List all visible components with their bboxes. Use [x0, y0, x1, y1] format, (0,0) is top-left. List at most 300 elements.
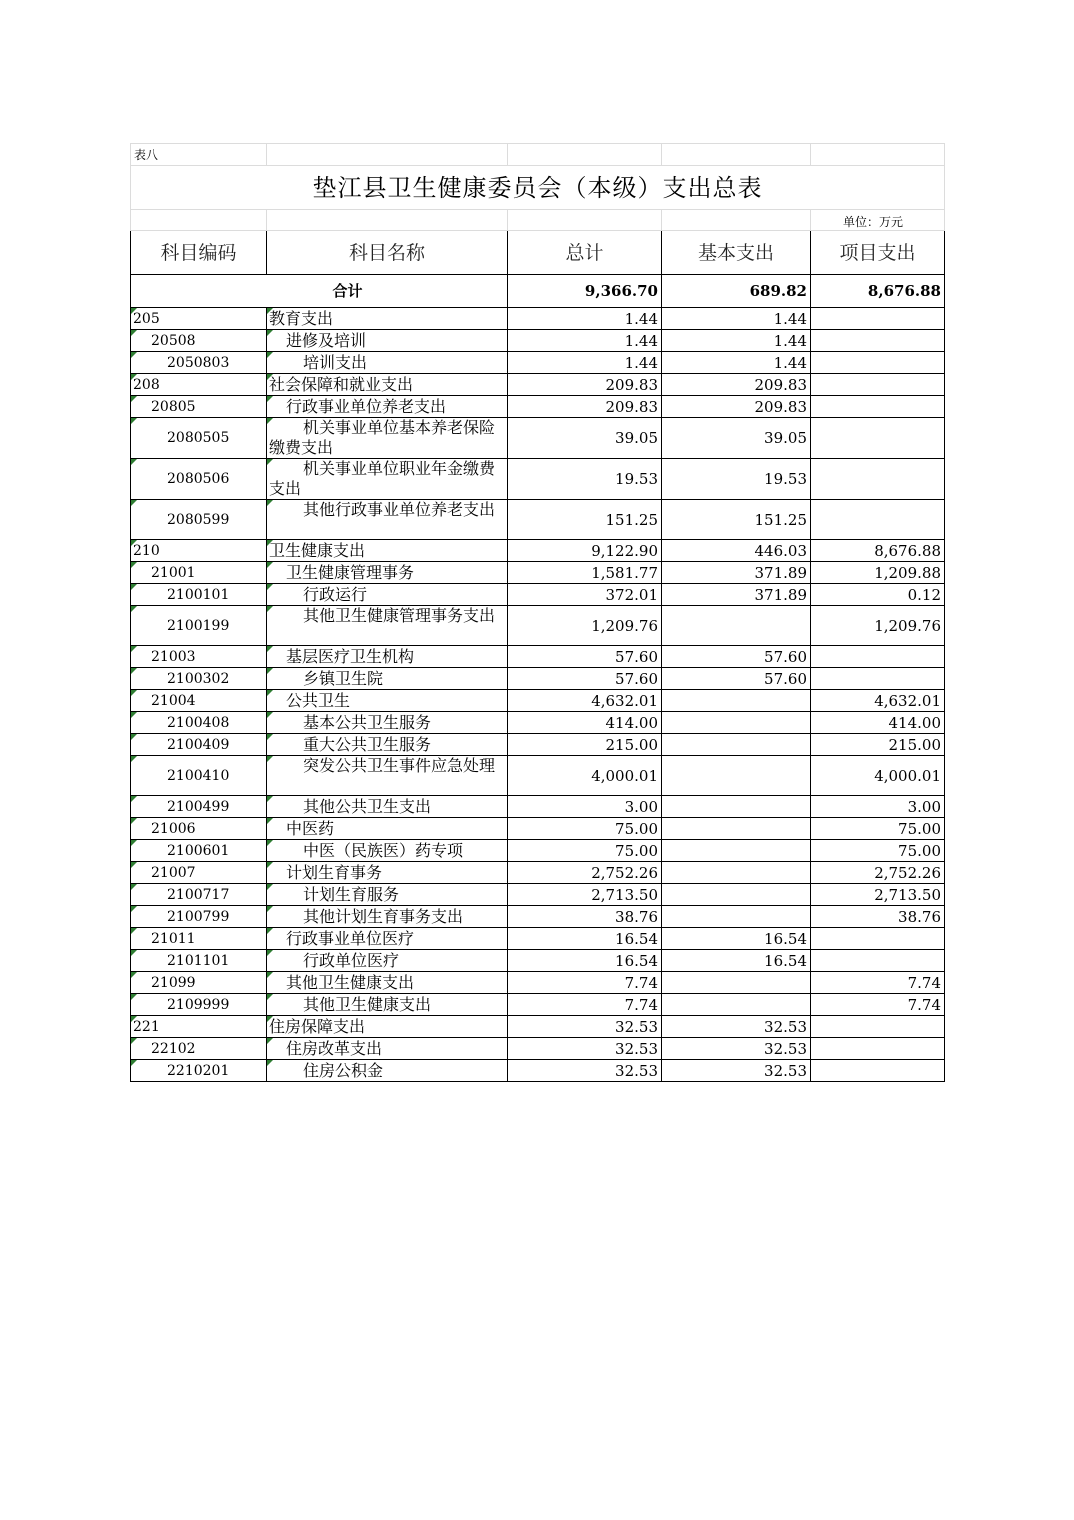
cell-project — [811, 906, 945, 928]
cell-basic — [662, 1060, 811, 1082]
cell-name — [267, 540, 508, 562]
cell-name — [267, 668, 508, 690]
unit-row — [131, 210, 945, 231]
cell-project-text: 75.00 — [898, 819, 941, 838]
cell-code-text: 2100199 — [167, 617, 230, 634]
text-number-marker — [267, 1060, 273, 1066]
cell-code — [131, 906, 267, 928]
cell-project — [811, 972, 945, 994]
cell-total — [508, 374, 662, 396]
table-row — [131, 906, 945, 928]
cell-code-text: 20508 — [151, 332, 196, 349]
header-basic: 基本支出 — [662, 231, 811, 275]
text-number-marker — [131, 1038, 137, 1044]
cell-total — [508, 994, 662, 1016]
cell-total-text: 32.53 — [615, 1039, 658, 1058]
cell-code-text: 2100302 — [167, 670, 230, 687]
cell-basic-text: 19.53 — [764, 470, 807, 488]
cell-basic — [662, 562, 811, 584]
cell-name-text: 行政运行 — [303, 584, 368, 604]
cell-code-text: 221 — [133, 1018, 160, 1035]
cell-code-text: 22102 — [151, 1040, 196, 1057]
cell-code-text: 2100499 — [167, 798, 230, 815]
cell-total-text: 1.44 — [624, 331, 658, 350]
cell-total — [508, 562, 662, 584]
text-number-marker — [267, 562, 273, 568]
cell-basic — [662, 1016, 811, 1038]
cell-name — [267, 352, 508, 374]
cell-name-text: 乡镇卫生院 — [303, 668, 384, 688]
cell-basic — [662, 396, 811, 418]
cell-code-text: 2080505 — [167, 430, 230, 446]
cell-code-text: 210 — [133, 542, 160, 559]
cell-project-text: 38.76 — [898, 907, 941, 926]
cell-code — [131, 374, 267, 396]
cell-project — [811, 712, 945, 734]
cell-basic — [662, 308, 811, 330]
cell-code — [131, 352, 267, 374]
cell-basic-text: 32.53 — [764, 1017, 807, 1036]
cell-name — [267, 562, 508, 584]
text-number-marker — [131, 459, 137, 465]
cell-name-text: 教育支出 — [269, 308, 334, 328]
cell-name-text: 住房公积金 — [303, 1060, 384, 1080]
text-number-marker — [131, 734, 137, 740]
cell-total — [508, 840, 662, 862]
cell-name-text: 培训支出 — [303, 352, 368, 372]
cell-name-text: 重大公共卫生服务 — [303, 734, 432, 754]
cell-total — [508, 500, 662, 540]
text-number-marker — [131, 690, 137, 696]
cell-name-text: 计划生育事务 — [286, 862, 383, 882]
text-number-marker — [131, 352, 137, 358]
cell-name — [267, 840, 508, 862]
text-number-marker — [267, 459, 273, 465]
cell-code — [131, 668, 267, 690]
total-row — [131, 275, 945, 308]
cell-code — [131, 1016, 267, 1038]
cell-total-text: 75.00 — [615, 819, 658, 838]
cell-code-text: 2100601 — [167, 842, 230, 859]
cell-basic-text: 32.53 — [764, 1061, 807, 1080]
cell-name — [267, 862, 508, 884]
cell-project — [811, 308, 945, 330]
cell-name — [267, 972, 508, 994]
text-number-marker — [267, 884, 273, 890]
table-row — [131, 950, 945, 972]
text-number-marker — [131, 606, 137, 612]
cell-name-text: 基层医疗卫生机构 — [286, 646, 415, 666]
cell-total-text: 209.83 — [605, 397, 658, 416]
cell-code-text: 21003 — [151, 648, 196, 665]
cell-basic — [662, 994, 811, 1016]
cell-name-text: 其他卫生健康支出 — [303, 994, 432, 1014]
cell-name — [267, 584, 508, 606]
cell-basic-text: 16.54 — [764, 951, 807, 970]
cell-basic-text: 32.53 — [764, 1039, 807, 1058]
text-number-marker — [131, 418, 137, 424]
cell-name — [267, 646, 508, 668]
text-number-marker — [267, 972, 273, 978]
cell-basic — [662, 418, 811, 459]
cell-total — [508, 646, 662, 668]
table-row — [131, 818, 945, 840]
cell-total — [508, 330, 662, 352]
cell-name — [267, 500, 508, 540]
text-number-marker — [267, 928, 273, 934]
cell-code-text: 2080599 — [167, 511, 230, 528]
text-number-marker — [131, 330, 137, 336]
text-number-marker — [131, 584, 137, 590]
cell-basic — [662, 884, 811, 906]
cell-name-text: 其他行政事业单位养老支出 — [303, 500, 496, 519]
text-number-marker — [267, 712, 273, 718]
cell-total — [508, 756, 662, 796]
cell-total-text: 19.53 — [615, 470, 658, 488]
cell-name — [267, 330, 508, 352]
cell-code — [131, 950, 267, 972]
text-number-marker — [267, 950, 273, 956]
cell-name-text: 社会保障和就业支出 — [269, 374, 414, 394]
cell-code — [131, 459, 267, 500]
cell-basic-text: 446.03 — [754, 541, 807, 560]
cell-total-text: 215.00 — [605, 735, 658, 754]
text-number-marker — [267, 352, 273, 358]
cell-total — [508, 818, 662, 840]
cell-project — [811, 396, 945, 418]
cell-total-text: 32.53 — [615, 1017, 658, 1036]
cell-total-text: 1,581.77 — [591, 563, 658, 582]
cell-project — [811, 928, 945, 950]
cell-code-text: 208 — [133, 376, 160, 393]
cell-name — [267, 459, 508, 500]
cell-total-text: 57.60 — [615, 669, 658, 688]
cell-code-text: 2109999 — [167, 996, 230, 1013]
cell-code — [131, 796, 267, 818]
cell-name-text: 计划生育服务 — [303, 884, 400, 904]
cell-total — [508, 690, 662, 712]
cell-code — [131, 972, 267, 994]
text-number-marker — [131, 668, 137, 674]
cell-code — [131, 1060, 267, 1082]
cell-total — [508, 796, 662, 818]
cell-project-text: 75.00 — [898, 841, 941, 860]
cell-total-text: 1.44 — [624, 309, 658, 328]
cell-project — [811, 840, 945, 862]
cell-project — [811, 459, 945, 500]
cell-total — [508, 1016, 662, 1038]
cell-name-text: 中医药 — [286, 818, 335, 838]
title-row — [131, 166, 945, 210]
text-number-marker — [267, 840, 273, 846]
text-number-marker — [131, 994, 137, 1000]
table-row — [131, 756, 945, 796]
cell-basic — [662, 840, 811, 862]
cell-total — [508, 418, 662, 459]
text-number-marker — [267, 668, 273, 674]
text-number-marker — [267, 734, 273, 740]
cell-basic — [662, 818, 811, 840]
cell-total — [508, 1038, 662, 1060]
cell-code-text: 21006 — [151, 820, 196, 837]
cell-basic-text: 371.89 — [754, 563, 807, 582]
cell-name — [267, 396, 508, 418]
cell-total-text: 38.76 — [615, 907, 658, 926]
cell-total-text: 3.00 — [624, 797, 658, 816]
header-code: 科目编码 — [131, 231, 267, 275]
cell-basic — [662, 972, 811, 994]
cell-total-text: 7.74 — [624, 973, 658, 992]
text-number-marker — [131, 540, 137, 546]
text-number-marker — [267, 796, 273, 802]
total-basic: 689.82 — [662, 275, 811, 308]
cell-name-text: 机关事业单位基本养老保险缴费支出 — [269, 418, 496, 457]
cell-project-text: 4,632.01 — [874, 691, 941, 710]
unit-label: 单位：万元 — [811, 210, 945, 231]
cell-total-text: 75.00 — [615, 841, 658, 860]
cell-code-text: 2080506 — [167, 471, 230, 487]
table-row — [131, 796, 945, 818]
cell-project — [811, 690, 945, 712]
table-row — [131, 374, 945, 396]
cell-name-text: 进修及培训 — [286, 330, 367, 350]
cell-total — [508, 950, 662, 972]
table-row — [131, 562, 945, 584]
cell-basic — [662, 500, 811, 540]
cell-basic — [662, 906, 811, 928]
cell-total-text: 2,713.50 — [591, 885, 658, 904]
cell-basic — [662, 330, 811, 352]
table-row — [131, 540, 945, 562]
cell-total-text: 2,752.26 — [591, 863, 658, 882]
table-row — [131, 308, 945, 330]
cell-project — [811, 734, 945, 756]
cell-basic — [662, 584, 811, 606]
cell-basic — [662, 374, 811, 396]
cell-basic-text: 39.05 — [764, 429, 807, 447]
cell-total-text: 414.00 — [605, 713, 658, 732]
text-number-marker — [267, 540, 273, 546]
cell-total-text: 16.54 — [615, 951, 658, 970]
cell-name-text: 中医（民族医）药专项 — [303, 840, 464, 860]
cell-total — [508, 1060, 662, 1082]
text-number-marker — [131, 796, 137, 802]
text-number-marker — [131, 500, 137, 506]
cell-basic-text: 16.54 — [764, 929, 807, 948]
cell-code — [131, 884, 267, 906]
cell-name-text: 基本公共卫生服务 — [303, 712, 432, 732]
cell-total — [508, 928, 662, 950]
text-number-marker — [267, 862, 273, 868]
cell-project — [811, 562, 945, 584]
text-number-marker — [267, 308, 273, 314]
text-number-marker — [131, 756, 137, 762]
cell-code — [131, 500, 267, 540]
cell-project — [811, 1038, 945, 1060]
cell-name-text: 行政事业单位养老支出 — [286, 396, 447, 416]
cell-code — [131, 562, 267, 584]
cell-code — [131, 396, 267, 418]
cell-basic — [662, 540, 811, 562]
table-row — [131, 646, 945, 668]
header-project: 项目支出 — [811, 231, 945, 275]
text-number-marker — [131, 396, 137, 402]
cell-total-text: 4,632.01 — [591, 691, 658, 710]
table-row — [131, 734, 945, 756]
cell-name — [267, 1038, 508, 1060]
text-number-marker — [267, 584, 273, 590]
cell-total-text: 209.83 — [605, 375, 658, 394]
cell-name — [267, 756, 508, 796]
cell-project — [811, 330, 945, 352]
cell-total — [508, 862, 662, 884]
cell-basic — [662, 712, 811, 734]
cell-code — [131, 308, 267, 330]
cell-project — [811, 540, 945, 562]
cell-basic-text: 1.44 — [773, 309, 807, 328]
cell-basic — [662, 646, 811, 668]
cell-total-text: 57.60 — [615, 647, 658, 666]
text-number-marker — [267, 1038, 273, 1044]
cell-total-text: 7.74 — [624, 995, 658, 1014]
cell-name — [267, 734, 508, 756]
cell-name — [267, 690, 508, 712]
cell-project-text: 414.00 — [888, 713, 941, 732]
cell-name-text: 其他卫生健康管理事务支出 — [303, 606, 496, 625]
text-number-marker — [131, 884, 137, 890]
cell-basic — [662, 928, 811, 950]
cell-code-text: 21007 — [151, 864, 196, 881]
text-number-marker — [267, 906, 273, 912]
cell-basic — [662, 796, 811, 818]
expenditure-sheet — [130, 143, 944, 1082]
text-number-marker — [131, 646, 137, 652]
text-number-marker — [131, 712, 137, 718]
cell-code-text: 21004 — [151, 692, 196, 709]
cell-name — [267, 906, 508, 928]
cell-total — [508, 734, 662, 756]
table-row — [131, 330, 945, 352]
cell-project — [811, 950, 945, 972]
table-row — [131, 994, 945, 1016]
cell-total — [508, 540, 662, 562]
cell-code — [131, 690, 267, 712]
cell-name-text: 住房改革支出 — [286, 1038, 383, 1058]
cell-project-text: 4,000.01 — [874, 766, 941, 785]
total-project: 8,676.88 — [811, 275, 945, 308]
cell-name-text: 其他公共卫生支出 — [303, 796, 432, 816]
table-row — [131, 712, 945, 734]
sheet-label-row — [131, 144, 945, 166]
cell-name — [267, 1016, 508, 1038]
text-number-marker — [131, 818, 137, 824]
cell-code-text: 2050803 — [167, 354, 230, 371]
text-number-marker — [131, 1016, 137, 1022]
cell-total — [508, 396, 662, 418]
cell-basic-text: 371.89 — [754, 585, 807, 604]
cell-project-text: 8,676.88 — [874, 541, 941, 560]
cell-basic — [662, 459, 811, 500]
text-number-marker — [131, 906, 137, 912]
cell-total — [508, 459, 662, 500]
cell-project-text: 2,713.50 — [874, 885, 941, 904]
cell-code-text: 2100717 — [167, 886, 230, 903]
text-number-marker — [267, 756, 273, 762]
text-number-marker — [267, 418, 273, 424]
table-row — [131, 928, 945, 950]
table-row — [131, 668, 945, 690]
cell-basic-text: 57.60 — [764, 669, 807, 688]
cell-name-text: 卫生健康支出 — [269, 540, 366, 560]
cell-code — [131, 540, 267, 562]
cell-code — [131, 840, 267, 862]
cell-code — [131, 818, 267, 840]
cell-project — [811, 1060, 945, 1082]
cell-project-text: 1,209.88 — [874, 563, 941, 582]
cell-project — [811, 646, 945, 668]
cell-project — [811, 796, 945, 818]
cell-project — [811, 500, 945, 540]
cell-basic — [662, 862, 811, 884]
cell-name-text: 其他卫生健康支出 — [286, 972, 415, 992]
text-number-marker — [267, 690, 273, 696]
cell-code — [131, 330, 267, 352]
cell-project-text: 0.12 — [907, 585, 941, 604]
cell-code-text: 205 — [133, 310, 160, 327]
cell-total-text: 39.05 — [615, 429, 658, 447]
cell-name — [267, 884, 508, 906]
table-row — [131, 1016, 945, 1038]
header-name: 科目名称 — [267, 231, 508, 275]
text-number-marker — [267, 606, 273, 612]
cell-project — [811, 584, 945, 606]
cell-name — [267, 796, 508, 818]
cell-code — [131, 606, 267, 646]
cell-name — [267, 606, 508, 646]
text-number-marker — [267, 500, 273, 506]
cell-project — [811, 374, 945, 396]
cell-basic — [662, 668, 811, 690]
cell-name — [267, 418, 508, 459]
cell-code-text: 2100409 — [167, 736, 230, 753]
cell-project-text: 7.74 — [907, 973, 941, 992]
table-row — [131, 972, 945, 994]
cell-total — [508, 352, 662, 374]
cell-basic-text: 209.83 — [754, 375, 807, 394]
cell-name — [267, 994, 508, 1016]
text-number-marker — [131, 950, 137, 956]
cell-project-text: 3.00 — [907, 797, 941, 816]
expenditure-table — [130, 143, 945, 1082]
cell-code — [131, 418, 267, 459]
cell-project-text: 2,752.26 — [874, 863, 941, 882]
table-row — [131, 396, 945, 418]
text-number-marker — [267, 396, 273, 402]
cell-project — [811, 606, 945, 646]
cell-total — [508, 584, 662, 606]
cell-code-text: 2101101 — [167, 952, 230, 969]
cell-name — [267, 818, 508, 840]
total-total: 9,366.70 — [508, 275, 662, 308]
table-row — [131, 352, 945, 374]
cell-code — [131, 1038, 267, 1060]
cell-code-text: 2100101 — [167, 586, 230, 603]
cell-code-text: 2210201 — [167, 1062, 230, 1079]
cell-code — [131, 756, 267, 796]
header-total: 总计 — [508, 231, 662, 275]
cell-code-text: 20805 — [151, 398, 196, 415]
cell-name-text: 行政事业单位医疗 — [286, 928, 415, 948]
